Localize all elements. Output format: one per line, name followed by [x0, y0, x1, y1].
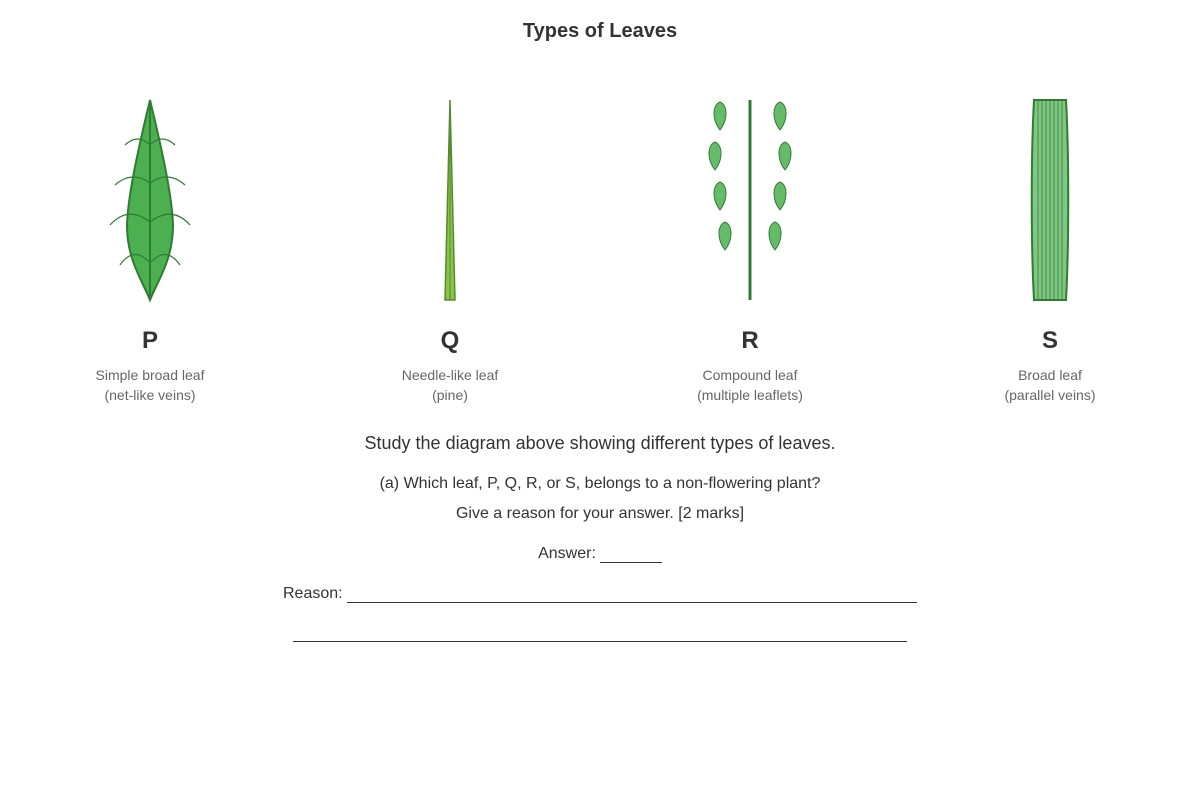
leaf-q-caption-line1: Needle-like leaf — [401, 367, 499, 383]
leaflet — [709, 142, 721, 170]
leaflet — [714, 182, 726, 210]
leaflet — [719, 222, 731, 250]
question-part-a: (a) Which leaf, P, Q, R, or S, belongs to a non-flowering plant? — [379, 475, 821, 492]
leaf-r-caption-line2: (multiple leaflets) — [697, 387, 803, 403]
parallel-vein-leaf-icon — [1000, 95, 1100, 305]
reason-label: Reason: — [283, 585, 343, 602]
leaflet — [774, 182, 786, 210]
leaf-p-figure — [30, 95, 270, 405]
leaf-s-figure — [930, 95, 1170, 405]
answer-label: Answer: — [538, 545, 596, 562]
question-intro: Study the diagram above showing different types of leaves. — [364, 433, 836, 453]
leaf-p-caption-line2: (net-like veins) — [104, 387, 196, 403]
answer-row — [0, 545, 1200, 563]
leaf-p-caption-line1: Simple broad leaf — [95, 367, 205, 383]
leaflet — [779, 142, 791, 170]
leaflet — [774, 102, 786, 130]
broad-leaf-icon — [100, 95, 200, 305]
leaf-r-figure — [630, 95, 870, 405]
leaflet — [714, 102, 726, 130]
reason-blank-second-line[interactable] — [293, 641, 907, 642]
leaf-p-caption — [30, 365, 270, 405]
leaf-q-letter: Q — [440, 327, 460, 354]
leaf-q-caption-line2: (pine) — [432, 387, 468, 403]
compound-leaf-icon — [700, 95, 800, 305]
answer-blank[interactable] — [600, 546, 662, 563]
leaf-s-caption-line1: Broad leaf — [1018, 367, 1082, 383]
leaf-s-caption — [930, 365, 1170, 405]
question-part-a-instruction: Give a reason for your answer. [2 marks] — [455, 505, 745, 522]
needle-leaf-icon — [400, 95, 500, 305]
leaf-p-letter: P — [141, 327, 158, 354]
leaf-s-caption-line2: (parallel veins) — [1004, 387, 1096, 403]
leaf-s-letter: S — [1041, 327, 1058, 354]
leaf-q-caption — [330, 365, 570, 405]
reason-blank[interactable] — [347, 586, 917, 603]
leaf-r-letter: R — [741, 327, 759, 354]
leaf-q-figure — [330, 95, 570, 405]
page-title: Types of Leaves — [522, 20, 678, 42]
leaf-r-caption-line1: Compound leaf — [702, 367, 798, 383]
reason-row — [283, 585, 917, 603]
leaflet — [769, 222, 781, 250]
leaf-r-caption — [630, 365, 870, 405]
